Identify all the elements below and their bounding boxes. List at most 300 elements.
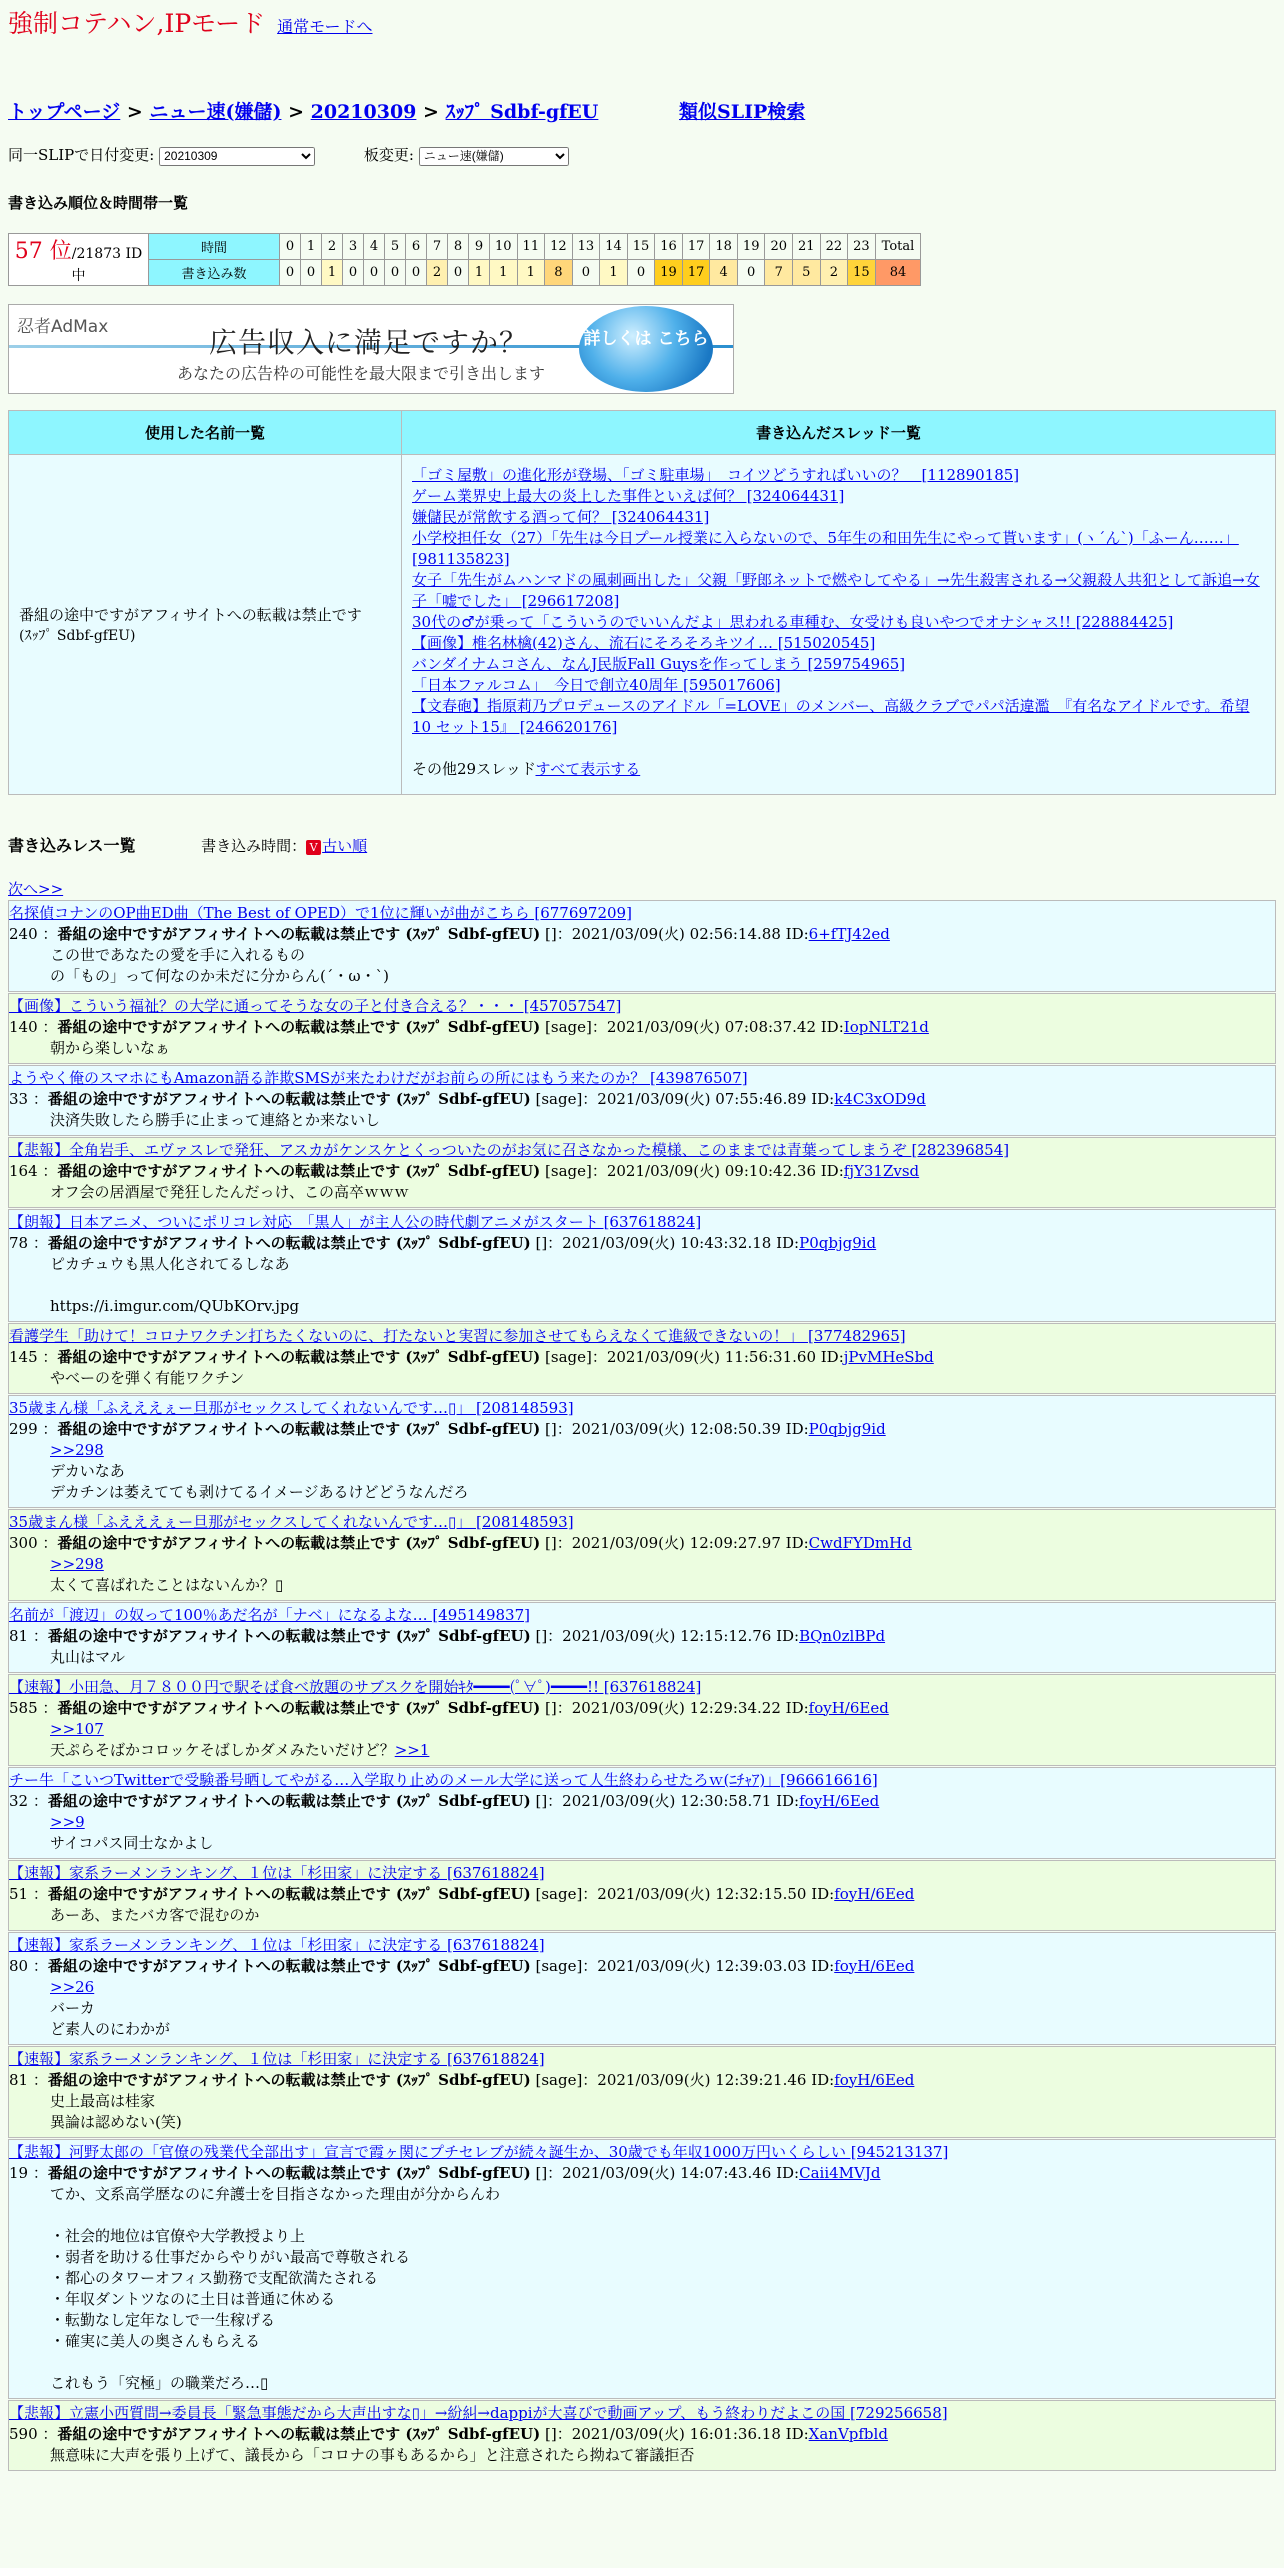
breadcrumb-sep: > [423, 101, 439, 123]
post-body [50, 945, 1275, 987]
post-id-link[interactable]: foyH/6Eed [799, 1791, 880, 1810]
post-header [9, 1419, 1275, 1440]
post-body [50, 1182, 1275, 1203]
post-thread-link[interactable]: 【画像】こういう福祉？の大学に通ってそうな女の子と付き合える？・・・ [457057547] [9, 996, 622, 1015]
thread-link[interactable]: 女子「先生がムハンマドの風刺画出した」父親「野郎ネットで燃やしてやる」→先生殺害される→父親殺人共犯として訴追→女子「嘘でした」 [296617208] [412, 570, 1260, 610]
post-id-link[interactable]: IopNLT21d [843, 1017, 929, 1036]
post-text-line [50, 1647, 1275, 1668]
post-number: 585 [9, 1698, 38, 1717]
post-thread-link[interactable]: 【悲報】立憲小西質問→委員長「緊急事態だから大声出すな▯」→紛糾→dappiが大喜びで動画アップ、もう終わりだよこの国 [729256658] [9, 2403, 948, 2422]
post-body [50, 2091, 1275, 2133]
hour-cell: 0 [280, 233, 301, 259]
thread-link[interactable]: 【文春砲】指原莉乃プロデュースのアイドル「=LOVE」のメンバー、高級クラブでパパ活違濫 『有名なアイドルです。希望10 セット15』 [246620176] [412, 696, 1250, 736]
post-body [50, 1038, 1275, 1059]
names-header: 使用した名前一覧 [9, 410, 402, 454]
breadcrumb-board[interactable]: ニュー速(嫌儲) [149, 101, 282, 123]
post-text-line [50, 2205, 1275, 2226]
post-meta: []：2021/03/09(火) 10:43:32.18 ID: [535, 1233, 800, 1252]
post-separator: ： [37, 1161, 58, 1180]
breadcrumb [8, 97, 1276, 124]
rank-total: /21873 ID中 [71, 245, 143, 284]
post-number: 590 [9, 2424, 38, 2443]
post-header [9, 1161, 1275, 1182]
hour-count-cell: 1 [469, 259, 490, 285]
ad-cta-button[interactable] [579, 306, 713, 392]
breadcrumb-sep: > [288, 101, 304, 123]
thread-list [412, 465, 1265, 738]
post-thread-link[interactable]: 【朗報】日本アニメ、ついにポリコレ対応 「黒人」が主人公の時代劇アニメがスタート [637618824] [9, 1212, 702, 1231]
post-author: 番組の途中ですがアフィサイトへの転載は禁止です (ｽｯﾌﾟ Sdbf-gfEU) [57, 1533, 541, 1552]
post-header [9, 1233, 1275, 1254]
post-text-line [50, 2091, 1275, 2112]
post-header [9, 1884, 1275, 1905]
post-thread-link[interactable]: 【速報】家系ラーメンランキング、１位は「杉田家」に決定する [637618824] [9, 1935, 545, 1954]
post-header [9, 924, 1275, 945]
rank-value: 57 位 [14, 238, 72, 264]
post-text-line [50, 2184, 1275, 2205]
used-name: 番組の途中ですがアフィサイトへの転載は禁止です [19, 605, 362, 624]
post-text: あーあ、またバカ客で混むのか [50, 1905, 260, 1924]
sort-order-label: 書き込み時間： [201, 836, 307, 855]
hour-cell: 3 [343, 233, 364, 259]
hour-cell: 10 [490, 233, 518, 259]
post-text-line [50, 1275, 1275, 1296]
post-text-line [50, 2445, 1275, 2466]
post-author: 番組の途中ですがアフィサイトへの転載は禁止です (ｽｯﾌﾟ Sdbf-gfEU) [47, 2163, 531, 2182]
date-select[interactable] [159, 147, 315, 166]
post-separator: ： [28, 1884, 48, 1903]
post-meta: []：2021/03/09(火) 12:29:34.22 ID: [545, 1698, 809, 1717]
post-text-line [50, 1368, 1275, 1389]
post-body [50, 1440, 1275, 1503]
post-item [8, 1674, 1276, 1766]
ranking-title: 書き込み順位＆時間帯一覧 [8, 193, 189, 212]
post-id-link[interactable]: CwdFYDmHd [808, 1533, 912, 1552]
breadcrumb-date[interactable]: 20210309 [310, 101, 417, 123]
post-body [50, 1977, 1275, 2040]
hour-count-cell: 0 [737, 259, 765, 285]
hour-cell: 1 [301, 233, 322, 259]
post-item [8, 1323, 1276, 1394]
post-thread-link[interactable]: 名前が「渡辺」の奴って100％あだ名が「ナベ」になるよな… [495149837] [9, 1605, 530, 1624]
post-text: ・年収ダントツなのに土日は普通に休める [50, 2289, 336, 2308]
post-number: 299 [9, 1419, 38, 1438]
post-item [8, 2046, 1276, 2138]
post-separator: ： [28, 1791, 48, 1810]
post-author: 番組の途中ですがアフィサイトへの転載は禁止です (ｽｯﾌﾟ Sdbf-gfEU) [47, 1956, 531, 1975]
post-number: 300 [9, 1533, 38, 1552]
post-body [50, 1554, 1275, 1596]
post-separator: ： [28, 1626, 48, 1645]
post-thread-link[interactable]: 【速報】小田急、月７８００円で駅そば食べ放題のサブスクを開始ｷﾀ━━━━(ﾟ∀ﾟ)━━━━!! [637618824] [9, 1677, 702, 1696]
post-separator: ： [28, 1233, 48, 1252]
post-header [9, 1626, 1275, 1647]
post-text-line [50, 1575, 1275, 1596]
post-text-line [50, 2226, 1275, 2247]
hour-count-cell: 0 [385, 259, 406, 285]
hour-count-cell: 0 [301, 259, 322, 285]
hour-cell: 4 [364, 233, 385, 259]
post-number: 240 [9, 924, 38, 943]
post-text: ピカチュウも黒人化されてるしなあ [50, 1254, 290, 1273]
post-number: 80 [9, 1956, 29, 1975]
post-item [8, 1395, 1276, 1508]
post-text-line [50, 1254, 1275, 1275]
board-select[interactable] [419, 147, 569, 166]
post-number: 145 [9, 1347, 38, 1366]
hour-count-cell: 0 [343, 259, 364, 285]
post-thread-link[interactable]: 【悲報】河野太郎の「官僚の残業代全部出す」宣言で霞ヶ関にプチセレブが続々誕生か、30歳でも年収1000万円いくらしい [945213137] [9, 2142, 949, 2161]
post-text: バーカ [50, 1998, 95, 2017]
hour-cell: 7 [427, 233, 448, 259]
post-meta: []：2021/03/09(火) 12:30:58.71 ID: [535, 1791, 800, 1810]
post-item [8, 2400, 1276, 2471]
breadcrumb-slip[interactable]: ｽｯﾌﾟ Sdbf-gfEU [445, 101, 599, 123]
thread-link[interactable]: ゲーム業界史上最大の炎上した事件といえば何？ [324064431] [412, 486, 845, 505]
post-text-line [50, 2019, 1275, 2040]
hour-count-cell: 2 [820, 259, 848, 285]
hour-count-cell: 1 [517, 259, 545, 285]
post-text: デカいなあ [50, 1461, 125, 1480]
post-separator: ： [37, 2424, 58, 2443]
responses-title: 書き込みレス一覧 [8, 835, 136, 855]
post-separator: ： [37, 924, 58, 943]
post-meta: [sage]：2021/03/09(火) 12:39:03.03 ID: [535, 1956, 835, 1975]
post-author: 番組の途中ですがアフィサイトへの転載は禁止です (ｽｯﾌﾟ Sdbf-gfEU) [47, 2070, 531, 2089]
thread-link[interactable]: 小学校担任女（27）「先生は今日プール授業に入らないので、5年生の和田先生にやって貰います」(ヽ´ん`)「ふーん……」 [981135823] [412, 528, 1239, 568]
post-id-link[interactable]: P0qbjg9id [808, 1419, 886, 1438]
post-text: ・転勤なし定年なしで一生稼げる [50, 2310, 276, 2329]
post-author: 番組の途中ですがアフィサイトへの転載は禁止です (ｽｯﾌﾟ Sdbf-gfEU) [57, 1017, 541, 1036]
post-text-line [50, 1110, 1275, 1131]
hour-count-cell: 17 [682, 259, 710, 285]
post-text: 丸山はマル [50, 1647, 126, 1666]
hour-count-cell: 0 [448, 259, 469, 285]
hour-count-cell: 0 [406, 259, 427, 285]
thread-link[interactable]: バンダイナムコさん、なんJ民版Fall Guysを作ってしまう [259754965] [412, 654, 906, 673]
hour-count-cell: 0 [280, 259, 301, 285]
post-text: 天ぷらそばかコロッケそばしかダメみたいだけど？ [50, 1740, 395, 1759]
hour-count-cell: 8 [545, 259, 573, 285]
post-thread-link[interactable]: 名探偵コナンのOP曲ED曲（The Best of OPED）で1位に輝いが曲がこちら [677697209] [9, 903, 632, 922]
post-id-link[interactable]: foyH/6Eed [834, 1884, 915, 1903]
next-page-link[interactable]: 次へ>> [8, 879, 64, 898]
post-meta: []：2021/03/09(火) 12:09:27.97 ID: [545, 1533, 809, 1552]
post-text: の「もの」って何なのか未だに分からん(´・ω・`) [50, 966, 389, 985]
post-author: 番組の途中ですがアフィサイトへの転載は禁止です (ｽｯﾌﾟ Sdbf-gfEU) [57, 1347, 541, 1366]
ad-cta-label: 詳しくは こちら [583, 328, 709, 349]
post-separator: ： [37, 1698, 58, 1717]
hour-cell: 22 [820, 233, 848, 259]
page-title: 強制コテハン,IPモード [8, 9, 266, 38]
post-text: ・社会的地位は官僚や大学教授より上 [50, 2226, 306, 2245]
post-item [8, 1065, 1276, 1136]
post-text-line [50, 2247, 1275, 2268]
post-number: 19 [9, 2163, 29, 2182]
sort-oldest-link[interactable]: 古い順 [322, 836, 368, 855]
hour-count-cell: 0 [572, 259, 600, 285]
post-body [50, 1905, 1275, 1926]
post-text: ど素人のにわかが [50, 2019, 171, 2038]
post-item [8, 1602, 1276, 1673]
hour-cell: 17 [682, 233, 710, 259]
post-separator: ： [28, 1956, 48, 1975]
post-meta: [sage]：2021/03/09(火) 07:55:46.89 ID: [535, 1089, 835, 1108]
post-separator: ： [28, 2070, 48, 2089]
post-id-link[interactable]: 6+fTJ42ed [808, 924, 890, 943]
post-text-line [50, 1998, 1275, 2019]
hour-cell: 9 [469, 233, 490, 259]
hour-cell: 16 [655, 233, 683, 259]
post-item [8, 1137, 1276, 1208]
post-thread-link[interactable]: 35歳まん様「ふえええぇー旦那がセックスしてくれないんです…▯」 [208148593] [9, 1512, 574, 1531]
similar-slip-search-link[interactable]: 類似SLIP検索 [679, 101, 806, 123]
hour-cell: 11 [517, 233, 545, 259]
post-meta: []：2021/03/09(火) 16:01:36.18 ID: [545, 2424, 809, 2443]
post-meta: [sage]：2021/03/09(火) 12:39:21.46 ID: [535, 2070, 835, 2089]
post-text: https://i.imgur.com/QUbKOrv.jpg [50, 1296, 300, 1315]
post-item [8, 900, 1276, 992]
post-meta: [sage]：2021/03/09(火) 11:56:31.60 ID: [545, 1347, 844, 1366]
post-item [8, 1932, 1276, 2045]
thread-link[interactable]: 【画像】椎名林檎(42)さん、流石にそろそろキツイ… [515020545] [412, 633, 876, 652]
post-body [50, 1812, 1275, 1854]
post-text: 朝から楽しいなぁ [50, 1038, 171, 1057]
date-select-label: 同一SLIPで日付変更: [8, 146, 155, 164]
post-separator: ： [37, 1347, 58, 1366]
post-body [50, 1647, 1275, 1668]
more-threads-text: その他29スレッド [412, 759, 536, 778]
hourly-table [8, 233, 921, 286]
post-text-line [50, 1905, 1275, 1926]
reply-anchor-link[interactable]: >>298 [50, 1440, 104, 1459]
names-cell [9, 454, 402, 794]
post-text: ・都心のタワーオフィス勤務で支配欲満たされる [50, 2268, 379, 2287]
post-text: サイコパス同士なかよし [50, 1833, 214, 1852]
hour-cell: 21 [793, 233, 821, 259]
post-text: ・確実に美人の奥さんもらえる [50, 2331, 261, 2350]
reply-anchor-link[interactable]: >>9 [50, 1812, 85, 1831]
post-author: 番組の途中ですがアフィサイトへの転載は禁止です (ｽｯﾌﾟ Sdbf-gfEU) [57, 1419, 541, 1438]
hour-count-cell: 1 [490, 259, 518, 285]
hour-cell: 19 [737, 233, 765, 259]
post-text-line [50, 2268, 1275, 2289]
page-header [8, 8, 1276, 43]
post-author: 番組の途中ですがアフィサイトへの転載は禁止です (ｽｯﾌﾟ Sdbf-gfEU) [57, 2424, 541, 2443]
post-text: やべーのを弾く有能ワクチン [50, 1368, 245, 1387]
post-number: 78 [9, 1233, 29, 1252]
post-text-line [50, 1038, 1275, 1059]
post-thread-link[interactable]: 【速報】家系ラーメンランキング、１位は「杉田家」に決定する [637618824] [9, 1863, 545, 1882]
hour-count-cell: 1 [322, 259, 343, 285]
post-author: 番組の途中ですがアフィサイトへの転載は禁止です (ｽｯﾌﾟ Sdbf-gfEU) [57, 924, 541, 943]
post-header [9, 1956, 1275, 1977]
post-thread-link[interactable]: 35歳まん様「ふえええぇー旦那がセックスしてくれないんです…▯」 [208148593] [9, 1398, 574, 1417]
post-number: 140 [9, 1017, 38, 1036]
post-thread-link[interactable]: 看護学生「助けて！コロナワクチン打ちたくないのに、打たないと実習に参加させてもらえなくて進級できないの！」 [377482965] [9, 1326, 906, 1345]
post-number: 164 [9, 1161, 38, 1180]
post-id-link[interactable]: foyH/6Eed [808, 1698, 889, 1717]
post-text: てか、文系高学歴なのに弁護士を目指さなかった理由が分からんわ [50, 2184, 501, 2203]
post-id-link[interactable]: jPvMHeSbd [843, 1347, 934, 1366]
post-thread-link[interactable]: チー牛「こいつTwitterで受験番号晒してやがる…入学取り止めのメール大学に送って人生終わらせたろｗ(ﾆﾁｬｱ)」[966616616] [9, 1770, 878, 1789]
thread-link[interactable]: 30代の♂が乗って「こういうのでいいんだよ」思われる車種む、女受けも良いやつでオナシャス!! [228884425] [412, 612, 1174, 631]
post-number: 81 [9, 1626, 29, 1645]
post-text-line [50, 1740, 1275, 1761]
post-text-line [50, 2112, 1275, 2133]
post-text-line [50, 945, 1275, 966]
post-text-line [50, 2352, 1275, 2373]
post-id-link[interactable]: BQn0zlBPd [799, 1626, 886, 1645]
post-id-link[interactable]: Caii4MVJd [799, 2163, 881, 2182]
post-number: 51 [9, 1884, 29, 1903]
reply-anchor-link[interactable]: >>26 [50, 1977, 95, 1996]
post-body [50, 1254, 1275, 1317]
post-text: 決済失敗したら勝手に止まって連絡とか来ないし [50, 1110, 381, 1129]
post-text: オフ会の居酒屋で発狂したんだっけ、この高卒ｗｗｗ [50, 1182, 409, 1201]
hour-cell: 18 [710, 233, 738, 259]
post-text-line [50, 2331, 1275, 2352]
threads-header: 書き込んだスレッド一覧 [402, 410, 1276, 454]
hour-count-cell: 0 [627, 259, 655, 285]
post-author: 番組の途中ですがアフィサイトへの転載は禁止です (ｽｯﾌﾟ Sdbf-gfEU) [47, 1791, 531, 1810]
post-thread-link[interactable]: 【悲報】全角岩手、エヴァスレで発狂、アスカがケンスケとくっついたのがお気に召さなかった模様、このままでは青葉ってしまうぞ [282396854] [9, 1140, 1010, 1159]
post-body [50, 2445, 1275, 2466]
post-text: これもう「究極」の職業だろ…▯ [50, 2373, 269, 2392]
hour-count-cell: 4 [710, 259, 738, 285]
post-header [9, 2163, 1275, 2184]
post-separator: ： [37, 1017, 58, 1036]
hour-cell: 5 [385, 233, 406, 259]
post-body [50, 2184, 1275, 2394]
post-header [9, 2070, 1275, 2091]
sort-order [201, 837, 367, 855]
post-header [9, 1017, 1275, 1038]
post-item [8, 1860, 1276, 1931]
post-item [8, 2139, 1276, 2399]
post-header [9, 1347, 1275, 1368]
post-meta: [sage]：2021/03/09(火) 07:08:37.42 ID: [545, 1017, 844, 1036]
post-id-link[interactable]: foyH/6Eed [834, 1956, 915, 1975]
hour-cell: 6 [406, 233, 427, 259]
normal-mode-link[interactable]: 通常モードへ [277, 17, 373, 36]
ad-headline: 広告収入に満足ですか？ [209, 325, 529, 359]
selector-row [8, 144, 1276, 166]
post-text: 異論は認めない(笑) [50, 2112, 182, 2131]
post-text: 史上最高は桂家 [50, 2091, 156, 2110]
post-item [8, 1509, 1276, 1601]
post-author: 番組の途中ですがアフィサイトへの転載は禁止です (ｽｯﾌﾟ Sdbf-gfEU) [57, 1161, 541, 1180]
names-threads-table [8, 410, 1276, 795]
hour-count-cell: 0 [364, 259, 385, 285]
post-text: 無意味に大声を張り上げて、議長から「コロナの事もあるから」と注意されたら拗ねて審議拒否 [50, 2445, 695, 2464]
post-header [9, 1791, 1275, 1812]
post-author: 番組の途中ですがアフィサイトへの転載は禁止です (ｽｯﾌﾟ Sdbf-gfEU) [47, 1089, 531, 1108]
hour-cell: 15 [627, 233, 655, 259]
post-meta: []：2021/03/09(火) 12:08:50.39 ID: [545, 1419, 809, 1438]
responses-header [8, 833, 1276, 856]
hour-cell: 8 [448, 233, 469, 259]
ad-logo: 忍者AdMax [17, 316, 109, 337]
breadcrumb-top[interactable]: トップページ [8, 101, 121, 123]
reply-anchor-link[interactable]: >>1 [394, 1740, 430, 1759]
post-text: この世であなたの愛を手に入れるもの [50, 945, 306, 964]
post-id-link[interactable]: foyH/6Eed [834, 2070, 915, 2089]
post-separator: ： [28, 2163, 48, 2182]
breadcrumb-sep: > [126, 101, 143, 123]
board-select-label: 板変更: [363, 146, 414, 164]
post-meta: []：2021/03/09(火) 14:07:43.46 ID: [535, 2163, 800, 2182]
hour-cell: 23 [848, 233, 876, 259]
post-author: 番組の途中ですがアフィサイトへの転載は禁止です (ｽｯﾌﾟ Sdbf-gfEU) [47, 1233, 531, 1252]
post-text-line [50, 1833, 1275, 1854]
more-threads [412, 759, 1265, 780]
hour-cell: 12 [545, 233, 573, 259]
thread-link[interactable]: 「ゴミ屋敷」の進化形が登場、「ゴミ駐車場」 コイツどうすればいいの？ [112890185] [412, 465, 1020, 484]
post-text: 太くて喜ばれたことはないんか？▯ [50, 1575, 284, 1594]
post-author: 番組の途中ですがアフィサイトへの転載は禁止です (ｽｯﾌﾟ Sdbf-gfEU) [57, 1698, 541, 1717]
sort-toggle-icon[interactable]: V [306, 840, 321, 855]
post-header [9, 1089, 1275, 1110]
hour-cell: 20 [765, 233, 793, 259]
post-meta: []：2021/03/09(火) 02:56:14.88 ID: [545, 924, 809, 943]
threads-cell [402, 454, 1276, 794]
rank-cell [9, 233, 149, 285]
post-separator: ： [28, 1089, 48, 1108]
post-header [9, 1698, 1275, 1719]
post-id-link[interactable]: k4C3xOD9d [834, 1089, 926, 1108]
post-header [9, 2424, 1275, 2445]
post-text-line [50, 966, 1275, 987]
post-body [50, 1368, 1275, 1389]
hour-cell: 2 [322, 233, 343, 259]
ad-subtext: あなたの広告枠の可能性を最大限まで引き出します [177, 363, 546, 383]
post-id-link[interactable]: XanVpfbld [808, 2424, 888, 2443]
post-number: 81 [9, 2070, 29, 2089]
post-number: 32 [9, 1791, 29, 1810]
post-list [8, 900, 1276, 2471]
post-item [8, 1767, 1276, 1859]
hour-count-cell: 2 [427, 259, 448, 285]
reply-anchor-link[interactable]: >>298 [50, 1554, 104, 1573]
post-separator: ： [37, 1533, 58, 1552]
hour-count-cell: 15 [848, 259, 876, 285]
reply-anchor-link[interactable]: >>107 [50, 1719, 104, 1738]
post-item [8, 993, 1276, 1064]
post-text-line [50, 1482, 1275, 1503]
post-text-line [50, 1182, 1275, 1203]
post-text-line [50, 2373, 1275, 2394]
thread-link[interactable]: 「日本ファルコム」 今日で創立40周年 [595017606] [412, 675, 781, 694]
post-meta: [sage]：2021/03/09(火) 12:32:15.50 ID: [535, 1884, 835, 1903]
hour-count-cell: 5 [793, 259, 821, 285]
ad-banner[interactable] [8, 304, 734, 394]
hour-count-cell: 1 [600, 259, 628, 285]
post-text: デカチンは萎えてても剥けてるイメージあるけどどうなんだろ [50, 1482, 469, 1501]
hour-cell: 14 [600, 233, 628, 259]
post-id-link[interactable]: fjY31Zvsd [843, 1161, 920, 1180]
post-meta: []：2021/03/09(火) 12:15:12.76 ID: [535, 1626, 800, 1645]
post-author: 番組の途中ですがアフィサイトへの転載は禁止です (ｽｯﾌﾟ Sdbf-gfEU) [47, 1884, 531, 1903]
post-id-link[interactable]: P0qbjg9id [799, 1233, 877, 1252]
post-thread-link[interactable]: ようやく俺のスマホにもAmazon語る詐欺SMSが来たわけだがお前らの所にはもう来たのか？ [439876507] [9, 1068, 748, 1087]
hour-cell: 13 [572, 233, 600, 259]
count-label: 書き込み数 [149, 259, 280, 285]
post-thread-link[interactable]: 【速報】家系ラーメンランキング、１位は「杉田家」に決定する [637618824] [9, 2049, 545, 2068]
thread-link[interactable]: 嫌儲民が常飲する酒って何？ [324064431] [412, 507, 710, 526]
post-separator: ： [37, 1419, 58, 1438]
show-all-threads-link[interactable]: すべて表示する [535, 759, 641, 778]
